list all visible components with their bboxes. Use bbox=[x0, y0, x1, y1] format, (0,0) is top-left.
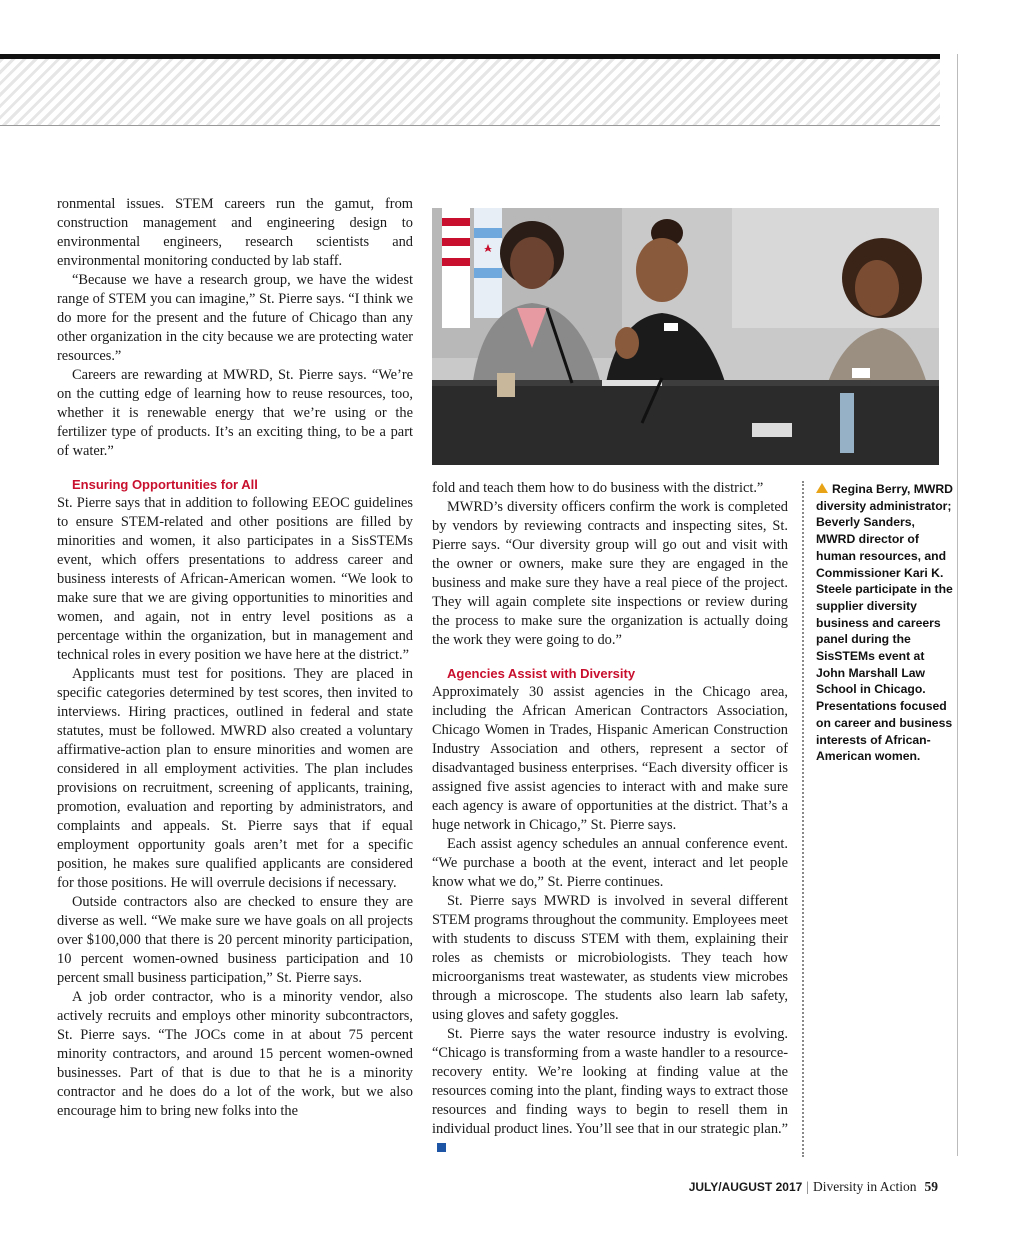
section-heading: Agencies Assist with Diversity bbox=[447, 666, 636, 681]
body-paragraph: St. Pierre says that in addition to following EEOC guidelines to ensure STEM-related and other positions are filled by minorities and women, it also participates in a SisSTEMs event, which offers presentations to address career and business interests of African-American women. “We look to make sure that we are giving opportunities to minorities and women, and again, not in entry level positions as a percentage within the organization, but in management and technical roles in every position we have here at the district.” bbox=[57, 495, 413, 663]
header-hatch-band bbox=[0, 59, 940, 126]
body-paragraph: ronmental issues. STEM careers run the gamut, from construction management and engineering design to environmental engineers, research scientists and environmental monitoring conducted by lab staff. bbox=[57, 196, 413, 269]
end-of-article-mark bbox=[437, 1143, 446, 1152]
issue-date: JULY/AUGUST 2017 bbox=[688, 1180, 803, 1194]
body-paragraph: Careers are rewarding at MWRD, St. Pierre says. “We’re on the cutting edge of learning how to reuse resources, too, whether it is renewable energy that we’re using or the fertilizer type of products. It’s an exciting thing, to be a part of water.” bbox=[57, 367, 413, 459]
body-paragraph: “Because we have a research group, we have the widest range of STEM you can imagine,” St. Pierre says. “I think we do more for the present and the future of Chicago than any other organization in the city because we are protecting water resources.” bbox=[57, 272, 413, 364]
caption-text: Regina Berry, MWRD diversity administrator; Beverly Sanders, MWRD director of human resources, and Commissioner Kari K. Steele participate in the supplier diversity business and careers panel during the SisSTEMs event at John Marshall Law School in Chicago. Presentations focused on career and business interests of African-American women. bbox=[816, 482, 953, 764]
page-footer bbox=[689, 1178, 938, 1196]
final-paragraph-text: St. Pierre says the water resource industry is evolving. “Chicago is transforming from a waste handler to a resource-recovery entity. We’re looking at finding value at the resources coming into the plant, finding ways to extract those resources and finding ways to begin to resell them in individual product lines. You’ll see that in our strategic plan.” bbox=[432, 1026, 788, 1137]
body-paragraph: Applicants must test for positions. They are placed in specific categories determined by test scores, then invited to interviews. Hiring practices, outlined in federal and state statutes, must be followed. MWRD also created a voluntary affirmative-action plan to ensure minorities and women are considered in all employment activities. The plan includes provisions on recruitment, screening of applicants, training, promotion, evaluation and reporting by administrators, and complaints and appeals. St. Pierre says that if equal employment opportunity goals aren’t met for a specific position, he makes sure qualified applicants are considered for those positions. He will overrule decisions if necessary. bbox=[57, 666, 413, 891]
body-paragraph: Each assist agency schedules an annual conference event. “We purchase a booth at the event, interact and let people know what we do,” St. Pierre continues. bbox=[432, 836, 788, 890]
body-paragraph: MWRD’s diversity officers confirm the work is completed by vendors by reviewing contracts and inspecting sites, St. Pierre says. “Our diversity group will go out and visit with the owner or owners, make sure they are engaged in the business and make sure they have a real piece of the project. They will again complete site inspections or review during the process to make sure the organization is actually doing the work they were going to do.” bbox=[432, 499, 788, 648]
publication-name: Diversity in Action bbox=[813, 1179, 917, 1194]
event-photo bbox=[432, 208, 939, 465]
triangle-up-icon bbox=[816, 483, 828, 493]
left-column bbox=[57, 195, 413, 1121]
footer-separator: | bbox=[806, 1179, 809, 1194]
right-margin-rule bbox=[957, 54, 958, 1156]
section-heading: Ensuring Opportunities for All bbox=[72, 477, 258, 492]
body-paragraph: St. Pierre says MWRD is involved in several different STEM programs throughout the community. Employees meet with students to discuss STEM with them, explaining their roles as chemists or microbiologists. They teach how microorganisms treat wastewater, as students view microbes through a microscope. The students also learn lab safety, using gloves and safety goggles. bbox=[432, 893, 788, 1023]
body-paragraph: fold and teach them how to do business with the district.” bbox=[432, 480, 764, 496]
caption-divider bbox=[802, 481, 804, 1157]
body-paragraph bbox=[432, 1025, 788, 1158]
middle-column bbox=[432, 479, 788, 1158]
body-paragraph: Approximately 30 assist agencies in the Chicago area, including the African American Contractors Association, Chicago Women in Trades, Hispanic American Construction Industry Association and others, represent a sector of disadvantaged business enterprises. “Each diversity officer is assigned five assist agencies to interact with and make sure each agency is aware of opportunities at the district. That’s a huge network in Chicago,” St. Pierre says. bbox=[432, 684, 788, 833]
body-paragraph: Outside contractors also are checked to ensure they are diverse as well. “We make sure we have goals on all projects over $100,000 that there is 20 percent minority participation, 10 percent women-owned business participation and 10 percent small business participation,” St. Pierre says. bbox=[57, 894, 413, 986]
body-paragraph: A job order contractor, who is a minority vendor, also actively recruits and employs other minority subcontractors, St. Pierre says. “The JOCs come in at about 75 percent minority contractors, and around 15 percent women-owned businesses. Part of that is due to that he is a minority contractor and he does do a lot of the work, but we also encourage him to bring new folks into the bbox=[57, 989, 413, 1119]
page-number: 59 bbox=[924, 1179, 938, 1194]
photo-caption bbox=[816, 481, 954, 765]
